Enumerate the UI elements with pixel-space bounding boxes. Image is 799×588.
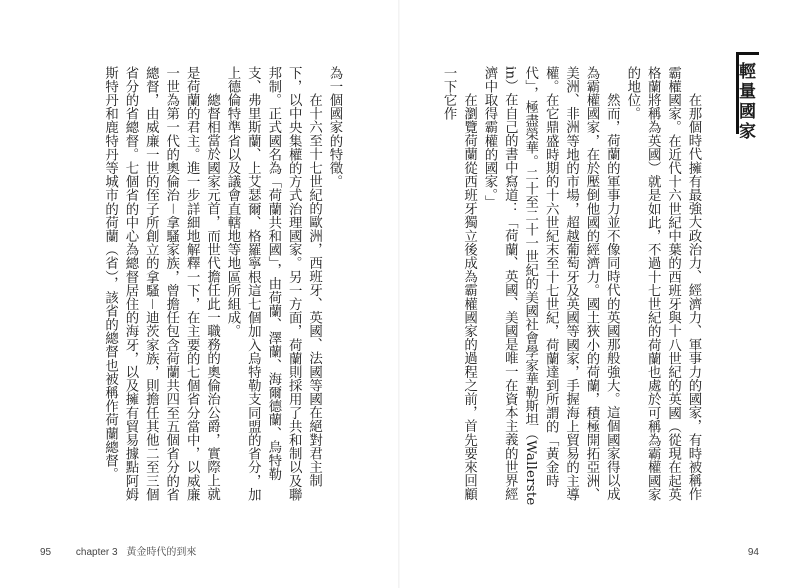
section-title-rule-top — [736, 52, 759, 55]
page-gutter — [398, 0, 400, 588]
right-footer — [748, 547, 759, 558]
right-paragraph-1: 在那個時代擁有最強大政治力、經濟力、軍事力的國家，有時被稱作霸權國家。在近代十六世紀中葉的西班牙與十八世紀的英國（從現在起英格蘭將稱為英國）就是如此，不過十七世紀的荷蘭也處於可稱為霸權國家的地位。 — [624, 66, 701, 502]
chapter-title: 黃金時代的到來 — [126, 547, 197, 558]
right-paragraph-2: 然而，荷蘭的軍事力並不像同時代的英國那般強大。這個國家得以成為霸權國家，在於壓倒他國的經濟力。國土狹小的荷蘭，積極開拓亞洲、美洲、非洲等地的市場，超越葡萄牙及英國等國家，手握海上貿易的主導權。在它鼎盛時期的十六世紀末至十七世紀，荷蘭達到所謂的「黃金時代」，極盡榮華。二十至二十一世紀的美國社會學家華勒斯坦（Wallerstein）在自己的書中寫道：「荷蘭、英國、美國是唯一在資本主義的世界經濟中取得霸權的國家。」 — [481, 66, 620, 506]
left-footer — [40, 543, 196, 558]
chapter-label: chapter 3 — [75, 547, 118, 558]
left-paragraph-1: 為一個國家的特徵。 — [327, 66, 342, 189]
left-paragraph-3: 總督相當於國家元首，而世代擔任此一職務的奧倫治公爵，實際上就是荷蘭的君主。進一步詳細地解釋一下，在主要的七個省分當中，以威廉一世為第一代的奧倫治－拿騷家族，曾擔任包含荷蘭共四至五個省分的省總督，由威廉一世的侄子所創立的拿騷－迪茨家族，則擔任其他二至三個省分的省總督。七個省的中心為總督居住的海牙，以及擁有貿易據點阿姆斯特丹和鹿特丹等城市的荷蘭（省），該省的總督也被稱作荷蘭總督。 — [102, 66, 220, 502]
left-page-number: 95 — [40, 547, 52, 558]
section-title: 輕量國家 — [735, 62, 755, 142]
right-page-body — [441, 66, 703, 506]
left-paragraph-2: 在十六至十七世紀的歐洲，西班牙、英國、法國等國在絕對君主制下，以中央集權的方式治理國家。另一方面，荷蘭則採用了共和制以及聯邦制。正式國名為「荷蘭共和國」，由荷蘭、澤蘭、海爾德蘭、烏特勒支、弗里斯蘭、上艾瑟爾、格羅寧根這七個加入烏特勒支同盟的省分，加上德倫特準省以及議會直轄地等地區所組成。 — [224, 66, 322, 502]
right-paragraph-3: 在瀏覽荷蘭從西班牙獨立後成為霸權國家的過程之前，首先要來回顧一下它作 — [441, 66, 477, 501]
right-page-number: 94 — [747, 547, 759, 558]
left-page-body — [102, 66, 344, 506]
